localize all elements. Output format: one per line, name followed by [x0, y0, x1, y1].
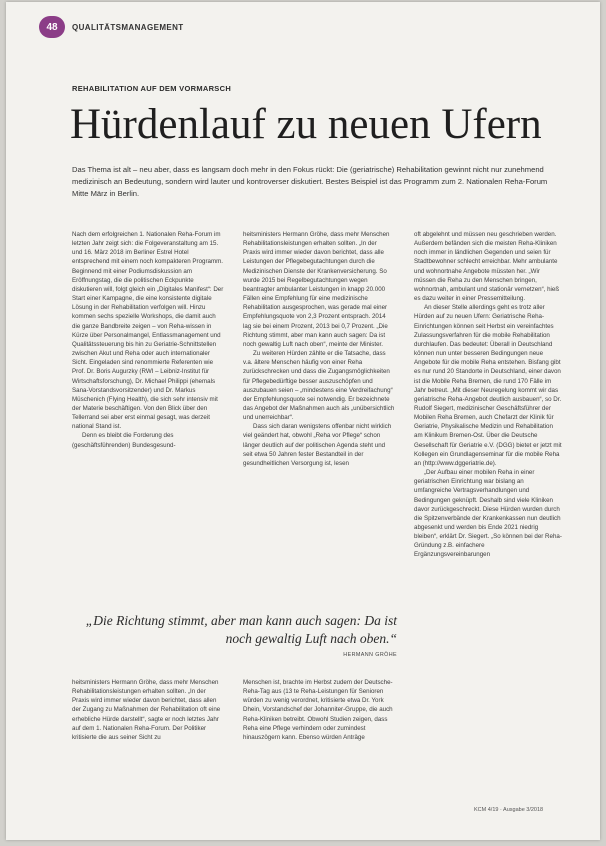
body-column-3	[414, 230, 562, 560]
article-headline: Hürdenlauf zu neuen Ufern	[70, 101, 542, 148]
body-paragraph: heitsministers Hermann Gröhe, dass mehr Menschen Rehabilitationsleistungen erhalten sollten. „In der Praxis wird immer wieder davon berichtet, dass alle Leistungen der Pflegebegutachtungen durch die Medizinischen Dienste der Krankenversicherung. So wurde 2015 bei Regelbegutachtungen wegen beantragter ambulanter Leistungen in knapp 20.000 Fällen eine Empfehlung für eine medizinische Rehabilitation ausgesprochen, was gerade mal einer Empfehlungsquote von 2,3 Prozent entsprach. 2014 lag sie bei einem Prozent, 2013 bei 0,7 Prozent. „Die Richtung stimmt, aber man kann auch sagen: Da ist noch gewaltig Luft nach oben“, meinte der Minister.	[243, 231, 390, 348]
body-paragraph: Dass sich daran wenigstens offenbar nicht wirklich viel geändert hat, obwohl „Reha vor Pflege“ schon länger deutlich auf der politischen Agenda steht und seit etwa 50 Jahren fester Bestandteil in der gesundheitlichen Versorgung ist, lesen	[243, 423, 392, 467]
body-paragraph: heitsministers Hermann Gröhe, dass mehr Menschen Rehabilitationsleistungen erhalten sollten. „In der Praxis wird immer wieder davon berichtet, dass allen der Zugang zu Maßnahmen der Rehabilitation oft eine erhebliche Hürde darstellt“, sagte er noch letztes Jahr auf dem 1. Nationalen Reha-Forum. Der Politiker kritisierte die aus seiner Sicht zu	[72, 679, 221, 741]
pull-quote-author: HERMANN GRÖHE	[343, 652, 397, 658]
article-lead: Das Thema ist alt – neu aber, dass es langsam doch mehr in den Fokus rückt: Die (geriatrische) Rehabilitation gewinnt nicht nur zunehmend medizinisch an Bedeutung, sondern wird lauter und kontroverser diskutiert. Bestes Beispiel ist das Programm zum 2. Nationalen Reha-Forum Mitte März in Berlin.	[72, 165, 548, 198]
body-paragraph: „Der Aufbau einer mobilen Reha in einer geriatrischen Einrichtung war bislang an umfangreiche Vertragsverhandlungen und Bedingungen geknüpft. Deshalb sind viele Kliniken davor zurückgeschreckt. Diese Hürden wurden durch die Spitzenverbände der Krankenkassen nun deutlich abgesenkt und werden bis Ende 2021 niedrig bleiben“, erklärt Dr. Siegert. „So können bei der Reha-Gründung z.B. einfachere Ergänzungsvereinbarungen	[414, 469, 562, 559]
page-number-badge: 48	[39, 16, 65, 38]
body-paragraph: Nach dem erfolgreichen 1. Nationalen Reha-Forum im letzten Jahr zeigt sich: die Folgeveranstaltung am 15. und 16. März 2018 im Berliner Estrel Hotel entsprechend mit einem noch kompakteren Programm. Beginnend mit einer Podiumsdiskussion am Eröffnungstag, die die politischen Eckpunkte diskutieren will, folgt gleich ein „Digitales Manifest“: Der Start einer Kampagne, die eine konsistente digitale Lösung in der Rehabilitation verfolgen will. Hinzu kommen sechs spezielle Workshops, die damit auch die ganze Bandbreite zeigen – von Reha-wissen in Kürze über Personalmangel, Entlassmanagement und Qualitätssteuerung bis hin zu Geriatrie-Schnittstellen zwischen Akut und Reha oder auch internationaler Sicht. Eingeladen sind renommierte Referenten wie Prof. Dr. Boris Augurzky (RWI – Leibniz-Institut für Wirtschaftsforschung), Dr. Michael Philippi (ehemals Sana-Vorstandsvorsitzender) und Dr. Markus Müschenich (Flying Health), die sich sehr intensiv mit der Materie beschäftigen. Von den Blick über den Tellerrand sei aber erst einmal gesagt, was derzeit national Stand ist.	[72, 231, 224, 431]
lower-column-1	[72, 678, 224, 742]
body-column-1	[72, 230, 224, 450]
lower-body-columns	[72, 678, 402, 808]
body-paragraph: Denn es bleibt die Forderung des (geschäftsführenden) Bundesgesund-	[72, 432, 176, 449]
page-header	[39, 16, 184, 38]
lower-column-2	[243, 678, 395, 742]
pull-quote: „Die Richtung stimmt, aber man kann auch sagen: Da ist noch gewaltig Luft nach oben.“	[85, 613, 397, 646]
body-paragraph: An dieser Stelle allerdings geht es trotz aller Hürden auf zu neuen Ufern: Geriatrische Reha-Einrichtungen können seit Herbst ein vereinfachtes Zulassungsverfahren für die mobile Rehabilitation durchlaufen. Das bedeutet: Überall in Deutschland können nun unter besseren Bedingungen neue Angebote für die mobile Reha entstehen. Bisfang gibt es nur rund 20 Standorte in Deutschland, einer davon ist die Mobile Reha Bremen, die rund 170 Fälle im Jahr betreut. „Mit dieser Neuregelung kommt wir das geriatrische Reha-Angebot deutlich ausbauen“, so Dr. Rudolf Siegert, medizinischer Geschäftsführer der Mobilen Reha Bremen, auch Chefarzt der Klinik für Geriatrie, Physikalische Medizin und Rehabilitation am Klinikum Bremen-Ost. Über die Deutsche Gesellschaft für Geriatrie e.V. (DGG) bietet er jetzt mit Kollegen ein Grundlagenseminar für die mobile Reha an (http://www.dggeriatrie.de).	[414, 304, 562, 467]
body-paragraph: Menschen ist, brachte im Herbst zudem der Deutsche-Reha-Tag aus (13 te Reha-Leistungen für Senioren würden zu wenig verordnet, kritisierte etwa Dr. York Dhein, Vorstandschef der Johanniter-Gruppe, die auch Reha-Kliniken betreibt. Obwohl Studien zeigen, dass Reha eine Pflege verhindern oder zumindest hinauszögern kann. Ebenso würden Anträge	[243, 679, 393, 741]
upper-body-columns	[72, 230, 562, 610]
body-column-2	[243, 230, 395, 468]
article-kicker: REHABILITATION AUF DEM VORMARSCH	[72, 84, 232, 93]
body-paragraph: oft abgelehnt und müssen neu geschrieben werden. Außerdem befänden sich die meisten Reha-Kliniken noch immer in ländlichen Gegenden und seien für Stadtbewohner schlecht erreichbar. Mehr ambulante und wohnortnahe Angebote müssten her. „Wir müssen die Reha zu den Menschen bringen, wohnortnah, ambulant und stationär vernetzen“, hieß es dazu weiter in einer Pressemitteilung.	[414, 231, 560, 303]
magazine-page	[6, 2, 600, 840]
page-footer: KCM 4/19 · Ausgabe 3/2018	[474, 807, 544, 813]
section-label: QUALITÄTSMANAGEMENT	[72, 22, 184, 32]
body-paragraph: Zu weiteren Hürden zählte er die Tatsache, dass v.a. ältere Menschen häufig von einer Reha zurückschrecken und dass die Zugangsmöglichkeiten für Pflegebedürftige besser auszuschöpfen und auszubauen seien – „mindestens eine Verdreifachung“ der Empfehlungsquote sei notwendig. Er bezeichnete das Angebot der Maßnahmen auch als „unübersichtlich und unerreichbar“.	[243, 350, 395, 422]
